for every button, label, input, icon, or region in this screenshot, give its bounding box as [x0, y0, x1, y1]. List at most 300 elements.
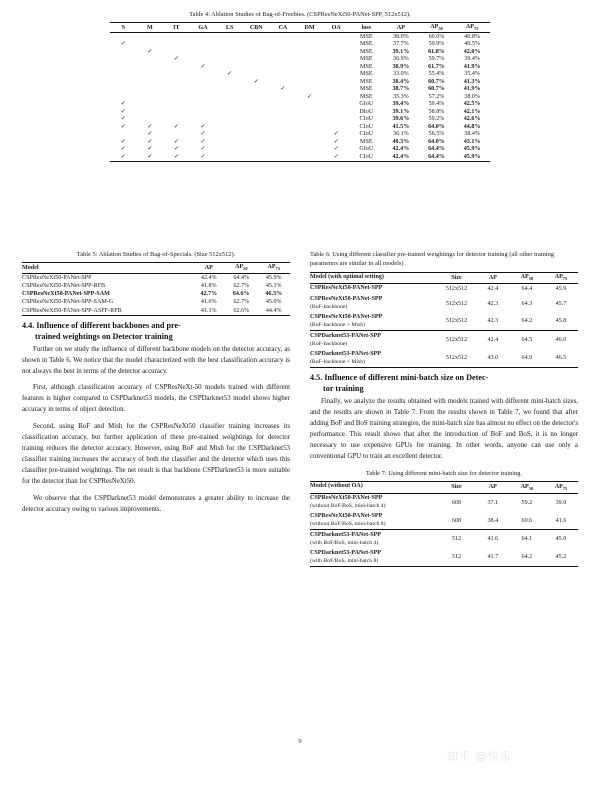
cell-size: 512x512	[445, 318, 468, 325]
cell-check-dm	[296, 86, 323, 94]
cell-check-m	[137, 41, 164, 49]
cell-check-ga	[190, 131, 217, 139]
cell-check-ca	[270, 48, 297, 56]
cell-check-ca	[270, 153, 297, 161]
cell-loss: CIoU	[359, 131, 374, 138]
table-row	[22, 290, 290, 298]
table7-body	[310, 493, 578, 567]
section-44-paragraph-2: First, although classification accuracy of CSPResNeXt-50 models trained with different features is higher compared to CSPDarknet53 models, the CSPDarknet53 model shows higher accuracy in terms of object detection.	[22, 384, 290, 414]
table-row	[110, 153, 490, 161]
cell-check-cbn	[243, 153, 270, 161]
cell-ap: 39.1%	[392, 108, 410, 115]
cell-check-oa	[323, 41, 350, 49]
cell-check-dm	[296, 78, 323, 86]
cell-check-oa	[323, 101, 350, 109]
cell-model-note: (without BoF/BoS, mini-batch 4)	[310, 502, 386, 509]
table5-caption: Table 5: Ablation Studies of Bag-of-Specials. (Size 512x512).	[76, 251, 236, 258]
cell-check-oa	[323, 153, 350, 161]
cell-ap: 42.4	[487, 286, 499, 293]
cell-check-cbn	[243, 71, 270, 79]
check-icon: ✓	[120, 101, 126, 108]
cell-loss: CIoU	[359, 153, 374, 160]
cell-model-name: CSPResNeXt50-PANet-SPP	[310, 313, 383, 320]
cell-ap75: 44.4%	[265, 307, 282, 314]
cell-ap: 42.4%	[392, 146, 410, 153]
check-icon: ✓	[333, 131, 339, 138]
cell-loss: MSE	[360, 48, 373, 55]
th-m: M	[146, 24, 153, 31]
cell-check-ga	[190, 71, 217, 79]
cell-ap75: 46.5	[555, 355, 567, 362]
cell-check-ls	[216, 146, 243, 154]
cell-check-s	[110, 153, 137, 161]
cell-loss: MSE	[360, 71, 373, 78]
cell-check-s	[110, 108, 137, 116]
cell-check-ls	[216, 123, 243, 131]
cell-check-ls	[216, 56, 243, 64]
cell-ap: 38.4%	[392, 78, 410, 85]
check-icon: ✓	[227, 71, 233, 78]
cell-check-oa	[323, 71, 350, 79]
cell-ap50: 64.4	[521, 286, 533, 293]
cell-ap: 41.6	[487, 536, 499, 543]
cell-model: CSPResNeXt50-PANet-SPP-SAM-G	[22, 299, 114, 306]
cell-check-m	[137, 123, 164, 131]
cell-check-m	[137, 116, 164, 124]
cell-model	[310, 295, 437, 313]
table-row	[110, 101, 490, 109]
cell-check-ca	[270, 131, 297, 139]
th-ap50: $AP_{50}$	[235, 264, 248, 272]
cell-check-m	[137, 48, 164, 56]
cell-model-note: (BoF-backbone + Mish)	[310, 358, 366, 365]
cell-ap75: 39.4%	[464, 56, 481, 63]
table4-head	[110, 23, 490, 33]
cell-check-it	[163, 56, 190, 64]
cell-check-cbn	[243, 146, 270, 154]
th-ap: AP	[488, 484, 497, 491]
table-row	[310, 284, 578, 295]
cell-ap75: 38.4%	[464, 131, 481, 138]
table6-head	[310, 272, 578, 284]
cell-check-ga	[190, 116, 217, 124]
check-icon: ✓	[120, 108, 126, 115]
cell-loss: MSE	[360, 78, 373, 85]
cell-check-cbn	[243, 116, 270, 124]
th-model: Model (without OA)	[310, 483, 363, 490]
cell-ap50: 64.1	[521, 536, 533, 543]
cell-check-ca	[270, 56, 297, 64]
cell-ap75: 35.4%	[464, 71, 481, 78]
cell-loss: MSE	[360, 93, 373, 100]
cell-check-it	[163, 123, 190, 131]
cell-check-cbn	[243, 41, 270, 49]
cell-check-dm	[296, 123, 323, 131]
cell-ap: 41.7	[487, 554, 499, 561]
cell-ap50: 61.7%	[428, 63, 445, 70]
cell-check-it	[163, 78, 190, 86]
section-45-heading	[310, 372, 578, 394]
cell-check-oa	[323, 93, 350, 101]
cell-check-dm	[296, 56, 323, 64]
cell-ap50: 59.2%	[428, 116, 445, 123]
cell-check-s	[110, 123, 137, 131]
table-row	[110, 131, 490, 139]
cell-ap75: 45.9%	[463, 146, 481, 153]
cell-model-name: CSPDarknet53-PANet-SPP	[310, 350, 381, 357]
section-44-heading	[22, 320, 290, 342]
cell-check-ls	[216, 153, 243, 161]
cell-check-oa	[323, 78, 350, 86]
cell-check-ls	[216, 101, 243, 109]
cell-check-dm	[296, 41, 323, 49]
cell-check-ga	[190, 41, 217, 49]
cell-check-m	[137, 33, 164, 41]
cell-model-name: CSPDarknet53-PANet-SPP	[310, 332, 381, 339]
table-row	[22, 273, 290, 282]
cell-ap50: 62.7%	[233, 299, 250, 306]
cell-check-ga	[190, 63, 217, 71]
cell-check-cbn	[243, 138, 270, 146]
cell-check-it	[163, 71, 190, 79]
cell-model-name: CSPDarknet53-PANet-SPP	[310, 549, 381, 556]
check-icon: ✓	[173, 153, 179, 160]
cell-check-oa	[323, 33, 350, 41]
table-row	[22, 306, 290, 315]
cell-loss: GIoU	[359, 101, 374, 108]
cell-ap50: 59.4%	[428, 101, 445, 108]
cell-size: 608	[451, 517, 462, 524]
cell-check-ls	[216, 93, 243, 101]
cell-check-ca	[270, 33, 297, 41]
cell-loss: DIoU	[359, 108, 374, 115]
cell-ap75: 41.3%	[463, 78, 481, 85]
table7-head	[310, 482, 578, 494]
cell-check-s	[110, 116, 137, 124]
cell-check-it	[163, 146, 190, 154]
check-icon: ✓	[147, 123, 153, 130]
cell-check-ga	[190, 123, 217, 131]
th-model: Model (with optimal setting)	[310, 273, 384, 280]
cell-check-m	[137, 101, 164, 109]
cell-size: 512x512	[445, 286, 468, 293]
cell-check-dm	[296, 48, 323, 56]
section-44-paragraph-3: Second, using BoF and Mish for the CSPResNeXt50 classifier training increases its classification accuracy, but further application of these pre-trained weightings for detector training reduces the detector accuracy. However, using BoF and Mish for the CSPDarknet53 classifier training increases the accuracy of both the classifier and the detector which uses this classifier pre-trained weightings. The net result is that backbone CSPDarknet53 is more suitable for the detector than for CSPResNeXt50.	[22, 423, 290, 485]
table4	[110, 22, 490, 161]
cell-check-cbn	[243, 33, 270, 41]
cell-ap: 36.1%	[393, 131, 409, 138]
table-row	[310, 313, 578, 331]
cell-check-ga	[190, 146, 217, 154]
check-icon: ✓	[120, 123, 126, 130]
table-row	[110, 33, 490, 41]
cell-size: 512x512	[445, 355, 468, 362]
cell-check-ga	[190, 33, 217, 41]
cell-model-note: (without BoF/BoS, mini-batch 8)	[310, 520, 386, 527]
cell-ap75: 45.8	[555, 318, 567, 325]
cell-check-ga	[190, 138, 217, 146]
cell-ap75: 40.8%	[464, 33, 481, 40]
cell-check-ca	[270, 146, 297, 154]
section-44-paragraph-4: We observe that the CSPDarknet53 model demonstrates a greater ability to increase the detector accuracy owing to various improvements.	[22, 494, 290, 513]
cell-ap50: 59.9%	[428, 41, 445, 48]
cell-model-note: (with BoF/BoS, mini-batch 4)	[310, 539, 379, 546]
table-row	[110, 108, 490, 116]
cell-ap: 39.1%	[392, 48, 410, 55]
cell-ap50: 60.7%	[428, 78, 445, 85]
th-ap: AP	[488, 274, 497, 281]
cell-check-cbn	[243, 131, 270, 139]
table4-body	[110, 33, 490, 162]
cell-size: 512	[451, 536, 462, 543]
cell-check-ls	[216, 71, 243, 79]
table-row	[310, 349, 578, 367]
cell-ap50: 62.6%	[233, 307, 250, 314]
cell-ap50: 64.6%	[232, 291, 250, 298]
table6-body	[310, 284, 578, 368]
cell-loss: GIoU	[359, 146, 374, 153]
cell-check-dm	[296, 108, 323, 116]
cell-model	[310, 284, 437, 295]
cell-ap75: 41.6	[555, 517, 567, 524]
th-ap50: $AP_{50}$	[520, 274, 534, 282]
th-ga: GA	[198, 24, 208, 31]
cell-check-s	[110, 48, 137, 56]
th-size: Size	[451, 274, 462, 281]
cell-check-ga	[190, 153, 217, 161]
cell-check-m	[137, 153, 164, 161]
cell-loss: MSE	[360, 41, 373, 48]
cell-check-oa	[323, 86, 350, 94]
cell-check-m	[137, 78, 164, 86]
page-number: 9	[298, 738, 302, 745]
cell-ap: 42.4%	[200, 274, 217, 281]
cell-model: CSPResNeXt50-PANet-SPP-SAM	[22, 291, 110, 298]
cell-check-m	[137, 108, 164, 116]
cell-model	[310, 349, 437, 367]
cell-ap: 37.7%	[393, 41, 409, 48]
left-column	[22, 250, 290, 521]
cell-check-ca	[270, 63, 297, 71]
cell-check-dm	[296, 153, 323, 161]
table-row	[110, 71, 490, 79]
table6-header-row	[310, 272, 578, 284]
cell-check-ca	[270, 101, 297, 109]
th-ap50: $AP_{50}$	[520, 483, 534, 491]
cell-ap: 42.3	[487, 300, 499, 307]
check-icon: ✓	[200, 153, 206, 160]
cell-ap50: 64.5	[521, 337, 533, 344]
section-45-line2: tor training	[323, 384, 364, 394]
cell-check-ca	[270, 86, 297, 94]
check-icon: ✓	[120, 138, 126, 145]
cell-check-ca	[270, 138, 297, 146]
cell-check-oa	[323, 146, 350, 154]
table-row	[110, 63, 490, 71]
cell-check-m	[137, 146, 164, 154]
watermark: 知乎 @快乐	[447, 750, 512, 763]
cell-ap: 43.0	[487, 355, 499, 362]
cell-check-dm	[296, 138, 323, 146]
cell-check-m	[137, 138, 164, 146]
cell-check-it	[163, 63, 190, 71]
check-icon: ✓	[147, 131, 153, 138]
cell-ap: 39.6%	[392, 116, 410, 123]
cell-check-oa	[323, 123, 350, 131]
cell-check-ls	[216, 138, 243, 146]
cell-ap: 33.0%	[393, 71, 409, 78]
table6	[310, 272, 578, 369]
cell-check-ga	[190, 86, 217, 94]
cell-model	[310, 493, 437, 511]
cell-check-oa	[323, 138, 350, 146]
cell-ap75: 45.7	[555, 300, 567, 307]
check-icon: ✓	[173, 138, 179, 145]
cell-check-m	[137, 131, 164, 139]
table-row	[310, 331, 578, 349]
table4-header-row	[110, 23, 490, 33]
cell-check-cbn	[243, 63, 270, 71]
cell-ap: 38.7%	[392, 86, 410, 93]
cell-ap75: 45.0	[555, 536, 567, 543]
table-row	[110, 41, 490, 49]
cell-check-oa	[323, 56, 350, 64]
cell-ap75: 38.0%	[464, 93, 481, 100]
cell-check-ls	[216, 41, 243, 49]
cell-check-dm	[296, 71, 323, 79]
th-ap75: $AP_{75}$	[554, 483, 568, 491]
check-icon: ✓	[200, 123, 206, 130]
cell-loss: MSE	[360, 33, 373, 40]
cell-model-note: (BoF-backbone)	[310, 340, 348, 347]
cell-check-it	[163, 138, 190, 146]
check-icon: ✓	[280, 86, 286, 93]
cell-check-it	[163, 48, 190, 56]
cell-ap50: 56.5%	[428, 131, 445, 138]
section-44-line1: 4.4. Influence of different backbones and pre-	[22, 320, 181, 330]
table4-block	[110, 10, 490, 162]
th-loss: loss	[361, 24, 372, 31]
cell-check-ls	[216, 33, 243, 41]
cell-check-m	[137, 93, 164, 101]
th-ap75: $AP_{75}$	[465, 24, 479, 32]
cell-ap50: 58.8%	[428, 108, 445, 115]
table6-caption: Table 6: Using different classifier pre-trained weightings for detector training (all other training parameters are similar in all models) .	[310, 251, 554, 268]
table-row	[310, 295, 578, 313]
cell-ap50: 60.6	[521, 517, 533, 524]
table5	[22, 262, 290, 315]
th-ap: AP	[396, 24, 405, 31]
table-row	[310, 548, 578, 566]
cell-ap: 37.1	[487, 499, 499, 506]
check-icon: ✓	[200, 138, 206, 145]
cell-check-s	[110, 138, 137, 146]
cell-check-ca	[270, 108, 297, 116]
th-s: S	[121, 24, 125, 31]
cell-model	[310, 512, 437, 530]
th-ap75: $AP_{75}$	[554, 274, 568, 282]
cell-loss: MSE	[360, 86, 373, 93]
cell-check-cbn	[243, 123, 270, 131]
cell-ap: 41.6%	[200, 299, 217, 306]
check-icon: ✓	[307, 93, 313, 100]
table7-block	[310, 469, 578, 567]
cell-model-name: CSPResNeXt50-PANet-SPP	[310, 494, 383, 501]
table-row	[22, 282, 290, 290]
th-it: IT	[173, 24, 180, 31]
cell-model-note: (with BoF/BoS, mini-batch 8)	[310, 557, 379, 564]
cell-check-s	[110, 63, 137, 71]
cell-check-oa	[323, 108, 350, 116]
table-row	[110, 138, 490, 146]
table7-header-row	[310, 482, 578, 494]
cell-check-ga	[190, 101, 217, 109]
cell-check-ga	[190, 78, 217, 86]
cell-loss: CIoU	[359, 116, 374, 123]
cell-ap75: 45.0%	[265, 299, 282, 306]
table7-caption: Table 7: Using different mini-batch size for detector training.	[365, 469, 523, 477]
th-ap75: $AP_{75}$	[267, 264, 280, 272]
th-ls: LS	[225, 24, 234, 31]
cell-size: 512x512	[445, 300, 468, 307]
th-ca: CA	[278, 24, 288, 31]
check-icon: ✓	[147, 146, 153, 153]
cell-model: CSPResNeXt50-PANet-SPP-ASFF-RFB	[22, 307, 122, 314]
cell-check-dm	[296, 63, 323, 71]
section-44-line2: trained weightings on Detector training	[35, 331, 173, 341]
cell-ap50: 64.2	[521, 318, 533, 325]
cell-ap75: 42.0%	[463, 48, 481, 55]
cell-check-ls	[216, 108, 243, 116]
cell-ap75: 44.8%	[463, 123, 481, 130]
cell-ap: 39.4%	[392, 101, 410, 108]
cell-check-it	[163, 93, 190, 101]
cell-check-it	[163, 101, 190, 109]
cell-ap50: 64.2	[521, 554, 533, 561]
cell-check-it	[163, 108, 190, 116]
cell-ap50: 64.4%	[428, 146, 445, 153]
table4-caption: Table 4: Ablation Studies of Bag-of-Freebies. (CSPResNeXt50-PANet-SPP, 512x512).	[189, 11, 411, 18]
cell-check-cbn	[243, 48, 270, 56]
cell-check-ca	[270, 41, 297, 49]
cell-check-s	[110, 33, 137, 41]
cell-ap75: 41.9%	[463, 86, 481, 93]
table-row	[310, 493, 578, 511]
cell-ap: 41.1%	[200, 307, 217, 314]
cell-loss: MSE	[360, 63, 373, 70]
cell-check-ca	[270, 78, 297, 86]
check-icon: ✓	[147, 48, 153, 55]
cell-check-cbn	[243, 56, 270, 64]
cell-check-s	[110, 56, 137, 64]
cell-check-cbn	[243, 101, 270, 109]
cell-ap75: 43.1%	[463, 138, 481, 145]
cell-check-dm	[296, 131, 323, 139]
table-row	[110, 78, 490, 86]
cell-model	[310, 331, 437, 349]
cell-check-ca	[270, 71, 297, 79]
cell-model	[310, 530, 437, 548]
cell-check-ls	[216, 48, 243, 56]
table-row	[310, 512, 578, 530]
cell-model-name: CSPResNeXt50-PANet-SPP	[310, 295, 383, 302]
cell-check-it	[163, 41, 190, 49]
th-ap: AP	[204, 264, 213, 271]
cell-ap50: 62.7%	[233, 282, 250, 289]
cell-ap75: 45.9%	[265, 274, 282, 281]
cell-ap50: 60.0%	[428, 33, 445, 40]
table-row	[310, 530, 578, 548]
